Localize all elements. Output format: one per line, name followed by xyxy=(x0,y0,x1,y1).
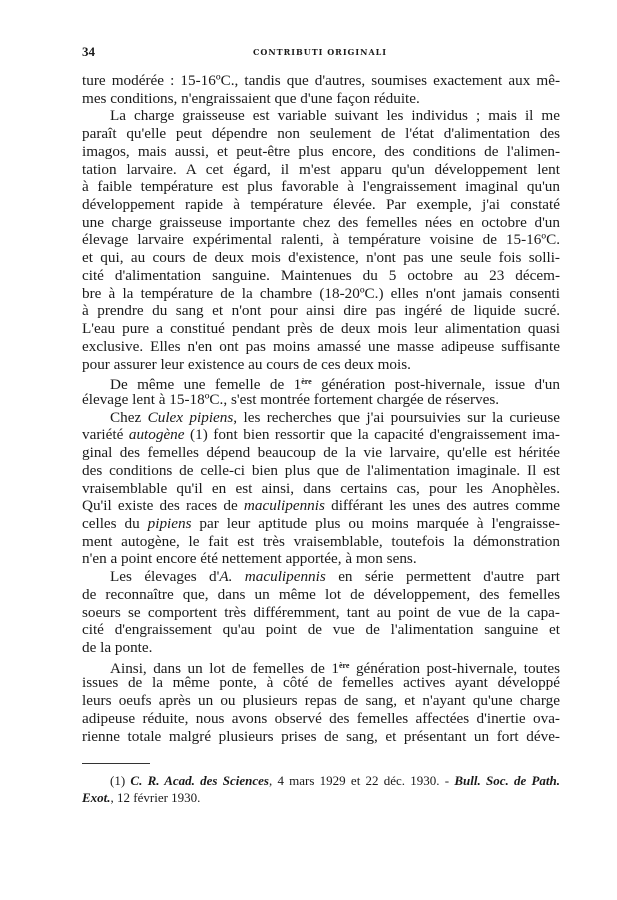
text-segment: L'eau pure a constitué pendant près de deux mois leur alimentation quasi xyxy=(82,320,560,338)
text-line xyxy=(82,320,560,338)
text-segment: imagos, mais aussi, et peut-être plus encore, des conditions de l'alimen- xyxy=(82,142,560,160)
text-segment: une charge graisseuse importante chez des femelles nées en octobre d'un xyxy=(82,213,560,231)
text-line xyxy=(82,373,560,394)
text-segment: de la ponte. xyxy=(82,639,153,656)
text-line xyxy=(82,214,560,232)
text-segment: mes conditions, n'engraissaient que d'une façon réduite. xyxy=(82,89,420,107)
text-segment: différant les unes des autres comme xyxy=(324,497,560,515)
text-segment: par leur aptitude plus ou moins marquée à l'engraisse- xyxy=(191,514,560,532)
text-segment: Ainsi, dans un lot de femelles de 1 xyxy=(110,659,339,677)
text-segment: ment autogène, le fait est très vraisemblable, toutefois la démonstration xyxy=(82,532,560,550)
text-line xyxy=(82,302,560,320)
text-segment: tation larvaire. A cet égard, il m'est apparu qu'un développement lent xyxy=(82,160,560,178)
text-line xyxy=(82,125,560,143)
text-line xyxy=(82,90,560,108)
text-line xyxy=(82,586,560,604)
text-segment: développement rapide à température élevée. Par exemple, j'ai constaté xyxy=(82,196,560,214)
text-segment: Les élevages d' xyxy=(110,568,220,586)
italic-text: pipiens xyxy=(147,514,192,532)
text-line xyxy=(82,356,560,374)
text-segment: , 12 février 1930. xyxy=(110,790,201,805)
text-segment: à prendre du sang et n'ont pour ainsi dire pas ingéré de liquide sucré. xyxy=(82,302,560,320)
text-segment: (1) font bien ressortir que la capacité d'engraissement ima- xyxy=(184,426,560,444)
text-segment: cité d'alimentation sanguine. Maintenues du 5 octobre au 23 décem- xyxy=(82,266,560,284)
text-line xyxy=(82,604,560,622)
text-line xyxy=(82,533,560,551)
text-line xyxy=(82,444,560,462)
text-line xyxy=(82,161,560,179)
italic-text: Culex pipiens xyxy=(147,408,234,426)
text-line xyxy=(82,143,560,161)
text-line xyxy=(82,497,560,515)
text-line xyxy=(82,480,560,498)
text-segment: n'en a point encore été nettement apportée, à mon sens. xyxy=(82,550,417,568)
italic-text: autogène xyxy=(128,426,185,444)
text-line xyxy=(82,772,560,789)
text-line xyxy=(82,568,560,586)
footnote-divider xyxy=(82,763,150,764)
text-line xyxy=(82,710,560,728)
text-segment: de reconnaître que, dans un même lot de développement, des femelles xyxy=(82,585,560,603)
text-line xyxy=(82,789,560,806)
text-segment: des conditions de celle-ci bien plus que de l'alimentation imaginale. Il est xyxy=(82,461,560,479)
text-segment: De même une femelle de 1 xyxy=(110,376,302,394)
text-segment: bre à la température de la chambre (18-20ºC.) elles n'ont jamais consenti xyxy=(82,284,560,302)
text-segment: génération post-hivernale, issue d'un xyxy=(311,376,560,394)
italic-text: maculipennis xyxy=(243,497,325,515)
text-line xyxy=(82,72,560,90)
text-segment: , 4 mars 1929 et 22 déc. 1930. - xyxy=(268,773,455,788)
text-segment: paraît qu'elle peut dépendre non seulement de l'état d'alimentation des xyxy=(82,125,560,143)
text-segment: adipeuse réduite, nous avons observé des femelles affectées d'inertie ova- xyxy=(82,709,560,727)
text-segment: rienne totale malgré plusieurs prises de sang, et présentant un fort déve- xyxy=(82,727,560,745)
italic-text: Exot. xyxy=(82,790,111,805)
text-segment: (1) xyxy=(110,773,131,788)
italic-text: C. R. Acad. des Sciences xyxy=(130,773,269,788)
text-segment: et qui, au cours de deux mois d'existence, n'ont pas une seule fois solli- xyxy=(82,249,560,267)
text-line xyxy=(82,178,560,196)
text-segment: exclusive. Elles n'en ont pas moins amassé une masse adipeuse suffisante xyxy=(82,337,560,355)
text-segment: leurs oeufs après un ou plusieurs repas de sang, et n'ayant qu'une charge xyxy=(82,692,560,710)
text-line xyxy=(82,674,560,692)
page-header xyxy=(82,44,558,60)
text-line xyxy=(82,621,560,639)
superscript: ère xyxy=(338,660,350,670)
text-line xyxy=(82,515,560,533)
body-text xyxy=(82,72,560,745)
text-line xyxy=(82,249,560,267)
page-number: 34 xyxy=(82,44,95,59)
text-line xyxy=(82,409,560,427)
text-segment: élevage lent à 15-18ºC., s'est montrée fortement chargée de réserves. xyxy=(82,390,500,408)
text-line xyxy=(82,267,560,285)
text-line xyxy=(82,426,560,444)
text-line xyxy=(82,338,560,356)
text-segment: La charge graisseuse est variable suivant les individus ; mais il me xyxy=(110,107,560,125)
text-line xyxy=(82,657,560,675)
text-line xyxy=(82,196,560,214)
italic-text: A. maculipennis xyxy=(219,568,326,586)
text-segment: ginal des femelles dépend beaucoup de la vie larvaire, qu'elle est héritée xyxy=(82,444,560,462)
text-line xyxy=(82,285,560,303)
text-line xyxy=(82,391,560,409)
text-segment: cité d'engraissement qu'au point de vue de l'alimentation sanguine et xyxy=(82,621,560,639)
text-line xyxy=(82,462,560,480)
text-segment: celles du xyxy=(82,514,148,532)
text-segment: pour assurer leur existence au cours de ces deux mois. xyxy=(82,355,411,373)
text-segment: à faible température est plus favorable à l'engraissement imaginal qu'un xyxy=(82,178,560,196)
text-segment: Chez xyxy=(110,408,148,426)
text-line xyxy=(82,692,560,710)
text-line xyxy=(82,550,560,568)
text-segment: issues de la même ponte, à côté de femelles actives ayant développé xyxy=(82,674,560,692)
text-segment: , les recherches que j'ai poursuivies sur la curieuse xyxy=(233,408,560,426)
text-segment: en série permettent d'autre part xyxy=(325,568,560,586)
text-line xyxy=(82,639,560,657)
text-line xyxy=(82,231,560,249)
italic-text: Bull. Soc. de Path. xyxy=(454,773,560,788)
text-line xyxy=(82,728,560,746)
text-line xyxy=(82,107,560,125)
text-segment: soeurs se comportent très différemment, tant au point de vue de la capa- xyxy=(82,603,560,621)
text-segment: Qu'il existe des races de xyxy=(82,497,244,515)
footnote xyxy=(82,772,560,806)
superscript: ère xyxy=(301,377,312,387)
running-title: CONTRIBUTI ORIGINALI xyxy=(252,47,388,57)
text-segment: ture modérée : 15-16ºC., tandis que d'autres, soumises exactement aux mê- xyxy=(82,72,560,89)
text-segment: vraisemblable qu'il en est ainsi, dans certains cas, pour les Anophèles. xyxy=(82,479,560,497)
text-segment: génération post-hivernale, toutes xyxy=(349,659,560,677)
text-segment: variété xyxy=(82,426,129,444)
text-segment: élevage larvaire expérimental ralenti, à température voisine de 15-16ºC. xyxy=(82,231,560,249)
